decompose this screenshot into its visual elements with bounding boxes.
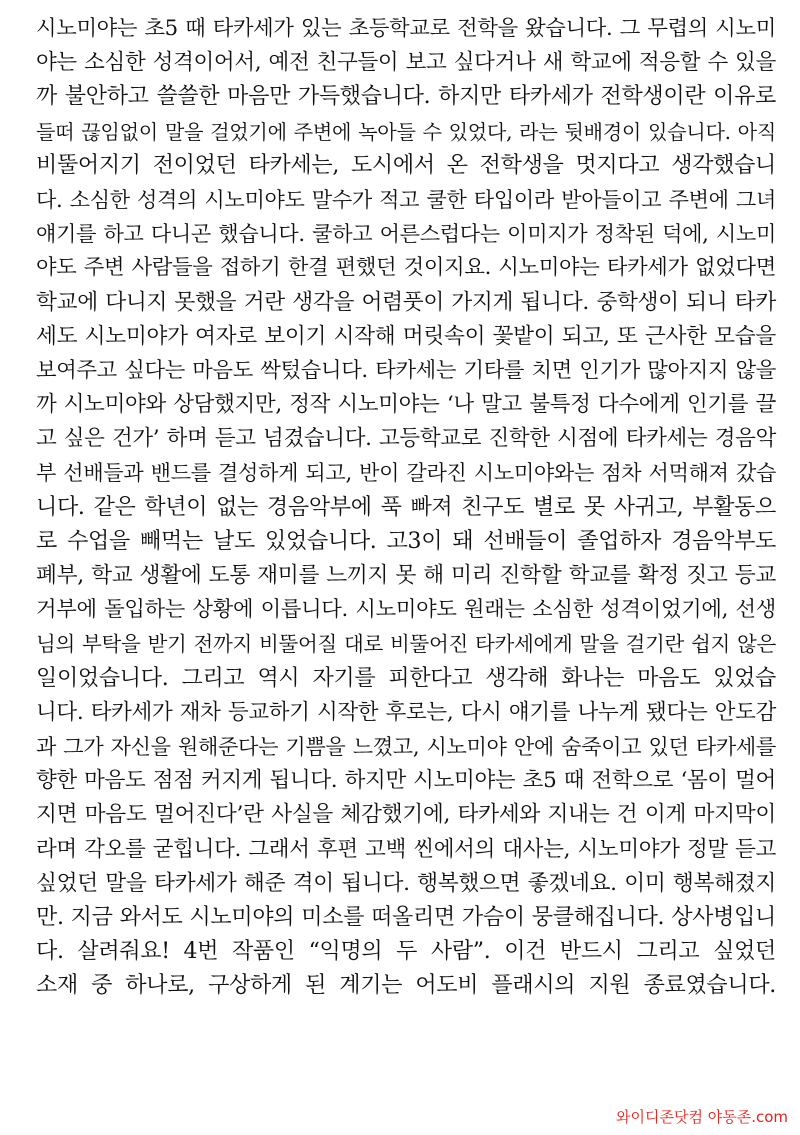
text-line: 다. 살려줘요! 4번 작품인 “익명의 두 사람”. 이건 반드시 그리고 싶었던: [36, 939, 776, 965]
text-line: 부 선배들과 밴드를 결성하게 되고, 반이 갈라진 시노미야와는 점차 서먹해져 갔습: [36, 460, 776, 486]
text-line: 학교에 다니지 못했을 거란 생각을 어렴풋이 가지게 됩니다. 중학생이 되니 타카: [36, 289, 776, 315]
text-line: 야는 소심한 성격이어서, 예전 친구들이 보고 싶다거나 새 학교에 적응할 수 있을: [36, 50, 776, 76]
text-line: 고 싶은 건가’ 하며 듣고 넘겼습니다. 고등학교로 진학한 시점에 타카세는 경음악: [36, 426, 776, 452]
text-line: 과 그가 자신을 원해준다는 기쁨을 느꼈고, 시노미야 안에 숨죽이고 있던 타카세를: [36, 733, 776, 759]
text-line: 지면 마음도 멀어진다’란 사실을 체감했기에, 타카세와 지내는 건 이게 마지막이: [36, 802, 776, 828]
text-line: 야도 주변 사람들을 접하기 한결 편했던 것이지요. 시노미야는 타카세가 없었다면: [36, 255, 776, 281]
text-line: 까 불안하고 쓸쓸한 마음만 가득했습니다. 하지만 타카세가 전학생이란 이유로: [36, 84, 776, 110]
text-line: 로 수업을 빼먹는 날도 있었습니다. 고3이 돼 선배들이 졸업하자 경음악부도: [36, 528, 776, 554]
text-line: 보여주고 싶다는 마음도 싹텄습니다. 타카세는 기타를 치면 인기가 많아지지 않을: [36, 357, 776, 383]
text-line: 소재 중 하나로, 구상하게 된 계기는 어도비 플래시의 지원 종료였습니다.: [36, 973, 776, 999]
text-line: 들떠 끊임없이 말을 걸었기에 주변에 녹아들 수 있었다, 라는 뒷배경이 있습니다. 아직: [36, 119, 776, 144]
text-line: 세도 시노미야가 여자로 보이기 시작해 머릿속이 꽃밭이 되고, 또 근사한 모습을: [36, 323, 776, 349]
text-line: 거부에 돌입하는 상황에 이릅니다. 시노미야도 원래는 소심한 성격이었기에, 선생: [36, 597, 776, 623]
text-line: 님의 부탁을 받기 전까지 비뚤어질 대로 비뚤어진 타카세에게 말을 걸기란 쉽지 않은: [36, 632, 776, 657]
text-line: 라며 각오를 굳힙니다. 그래서 후편 고백 씬에서의 대사는, 시노미야가 정말 듣고: [36, 836, 776, 862]
text-line: 시노미야는 초5 때 타카세가 있는 초등학교로 전학을 왔습니다. 그 무렵의 시노미: [36, 16, 776, 41]
watermark: 와이디존닷컴 야동존.com: [616, 1108, 788, 1126]
text-line: 얘기를 하고 다니곤 했습니다. 쿨하고 어른스럽다는 이미지가 정착된 덕에, 시노미: [36, 221, 776, 247]
text-line: 니다. 타카세가 재차 등교하기 시작한 후로는, 다시 얘기를 나누게 됐다는 안도감: [36, 699, 776, 725]
text-line: 까 시노미야와 상담했지만, 정작 시노미야는 ‘나 말고 불특정 다수에게 인기를 끌: [36, 392, 776, 418]
text-line: 일이었습니다. 그리고 역시 자기를 피한다고 생각해 화나는 마음도 있었습: [36, 665, 776, 691]
text-line: 폐부, 학교 생활에 도통 재미를 느끼지 못 해 미리 진학할 학교를 확정 짓고 등교: [36, 563, 776, 588]
text-line: 만. 지금 와서도 시노미야의 미소를 떠올리면 가슴이 뭉클해집니다. 상사병입니: [36, 904, 776, 930]
text-line: 향한 마음도 점점 커지게 됩니다. 하지만 시노미야는 초5 때 전학으로 ‘몸이 멀어: [36, 768, 776, 794]
body-text: [36, 12, 776, 1003]
text-line: 비뚤어지기 전이었던 타카세는, 도시에서 온 전학생을 멋지다고 생각했습니: [36, 152, 776, 178]
text-line: 다. 소심한 성격의 시노미야도 말수가 적고 쿨한 타입이라 받아들이고 주변에 그녀: [36, 186, 776, 212]
text-line: 니다. 같은 학년이 없는 경음악부에 푹 빠져 친구도 별로 못 사귀고, 부활동으: [36, 494, 776, 520]
text-line: 싶었던 말을 타카세가 해준 격이 됩니다. 행복했으면 좋겠네요. 이미 행복해졌지: [36, 870, 776, 896]
